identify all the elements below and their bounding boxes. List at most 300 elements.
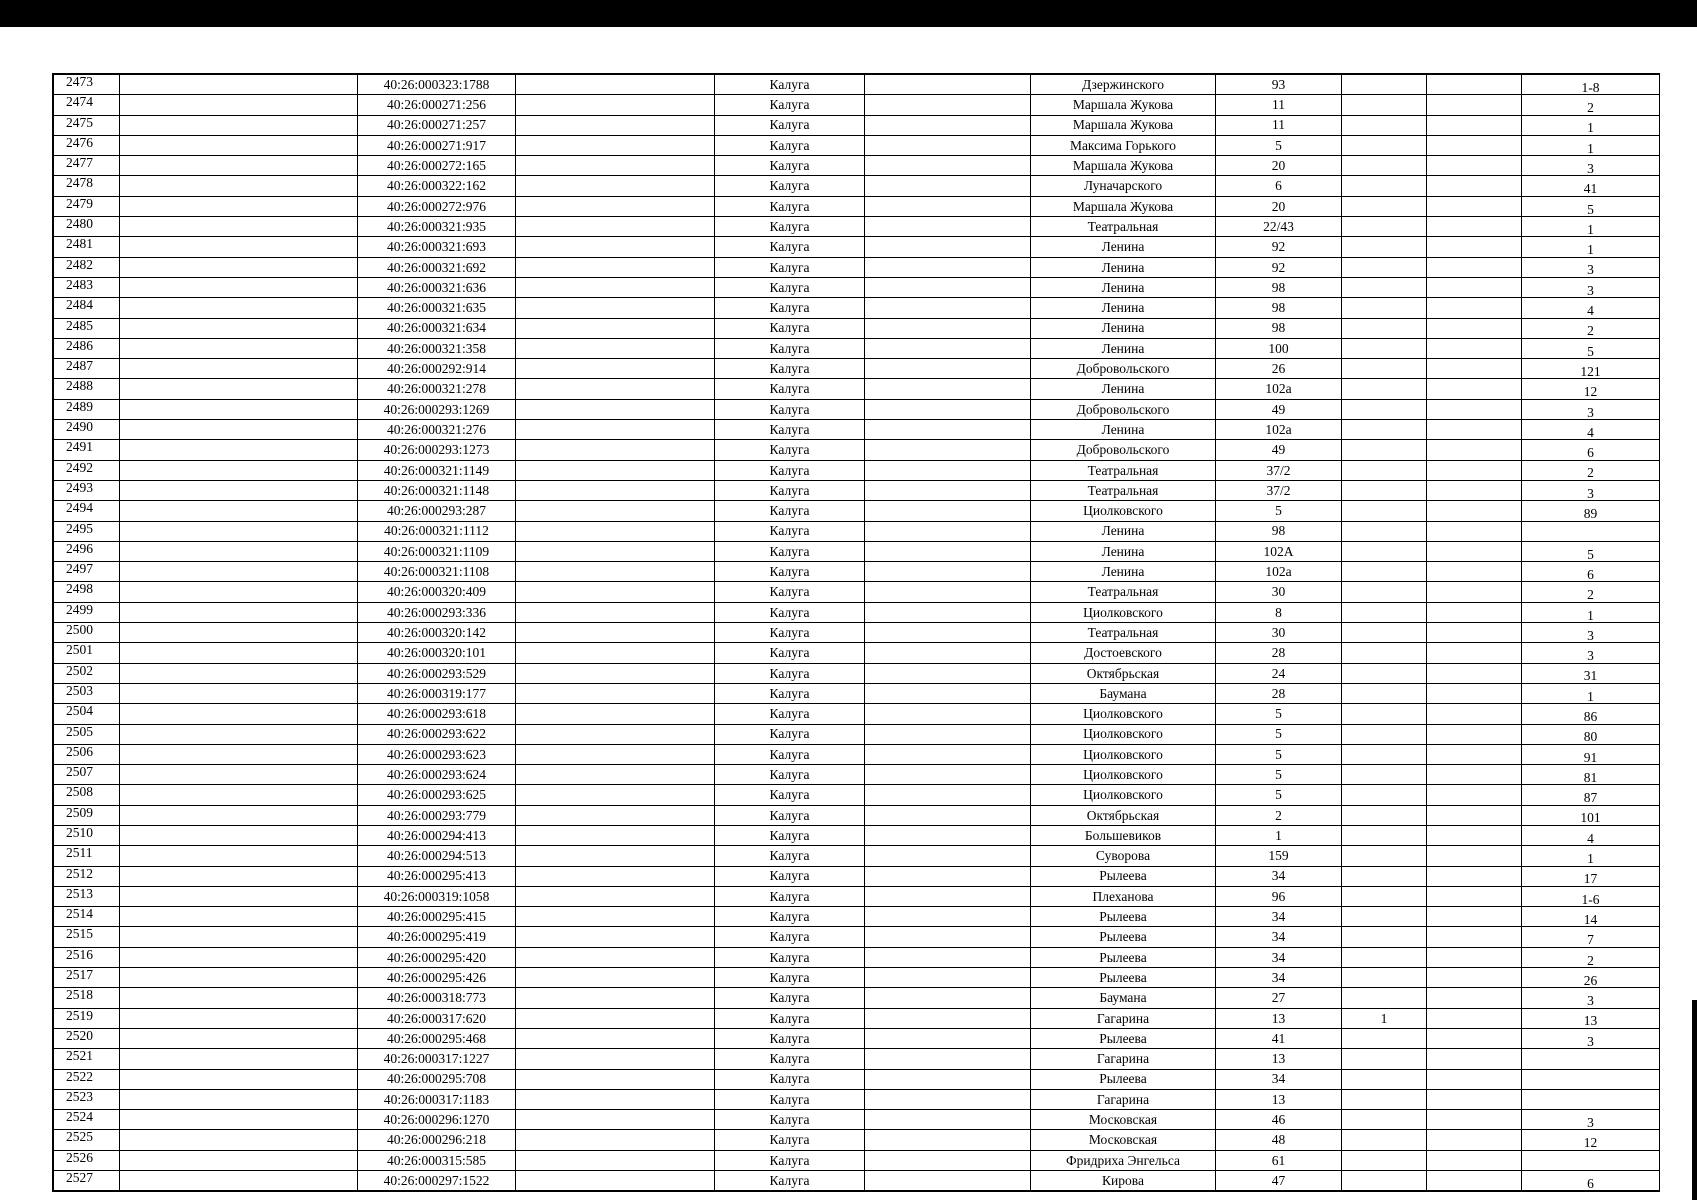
- empty-cell: [865, 602, 1031, 622]
- empty-cell: [865, 521, 1031, 541]
- empty-cell: [120, 277, 358, 297]
- apartment-cell: 6: [1522, 440, 1660, 460]
- building-cell: [1342, 765, 1427, 785]
- empty-cell: [516, 724, 715, 744]
- row-number-cell: 2510: [54, 825, 120, 845]
- empty-cell: [865, 582, 1031, 602]
- house-number-cell: 20: [1216, 156, 1342, 176]
- building-cell: [1342, 420, 1427, 440]
- building-cell: [1342, 298, 1427, 318]
- city-cell: Калуга: [715, 1049, 865, 1069]
- city-cell: Калуга: [715, 156, 865, 176]
- table-row: [54, 1110, 1660, 1130]
- table-row: [54, 95, 1660, 115]
- empty-cell: [865, 115, 1031, 135]
- house-number-cell: 5: [1216, 765, 1342, 785]
- apartment-cell: 3: [1522, 156, 1660, 176]
- building-cell: [1342, 582, 1427, 602]
- table-row: [54, 988, 1660, 1008]
- house-number-cell: 93: [1216, 75, 1342, 95]
- empty-cell: [516, 217, 715, 237]
- house-number-cell: 41: [1216, 1028, 1342, 1048]
- empty-cell: [120, 1008, 358, 1028]
- empty-cell: [120, 460, 358, 480]
- empty-cell: [120, 196, 358, 216]
- table-row: [54, 1130, 1660, 1150]
- cadastral-number-cell: 40:26:000320:101: [358, 643, 516, 663]
- table-row: [54, 1049, 1660, 1069]
- house-number-cell: 47: [1216, 1171, 1342, 1191]
- house-number-cell: 28: [1216, 683, 1342, 703]
- apartment-cell: 3: [1522, 988, 1660, 1008]
- table-row: [54, 460, 1660, 480]
- apartment-cell: 1-8: [1522, 75, 1660, 95]
- table-row: [54, 75, 1660, 95]
- cadastral-number-cell: 40:26:000317:1227: [358, 1049, 516, 1069]
- building-cell: [1342, 704, 1427, 724]
- table-row: [54, 886, 1660, 906]
- cadastral-number-cell: 40:26:000323:1788: [358, 75, 516, 95]
- extra-cell: [1427, 420, 1522, 440]
- building-cell: [1342, 785, 1427, 805]
- empty-cell: [120, 95, 358, 115]
- street-cell: Московская: [1031, 1110, 1216, 1130]
- cadastral-number-cell: 40:26:000293:623: [358, 744, 516, 764]
- cadastral-number-cell: 40:26:000295:413: [358, 866, 516, 886]
- house-number-cell: 6: [1216, 176, 1342, 196]
- empty-cell: [120, 968, 358, 988]
- apartment-cell: 6: [1522, 562, 1660, 582]
- empty-cell: [120, 480, 358, 500]
- house-number-cell: 37/2: [1216, 480, 1342, 500]
- empty-cell: [865, 724, 1031, 744]
- city-cell: Калуга: [715, 623, 865, 643]
- cadastral-number-cell: 40:26:000319:1058: [358, 886, 516, 906]
- apartment-cell: 3: [1522, 277, 1660, 297]
- row-number-cell: 2499: [54, 602, 120, 622]
- table-row: [54, 501, 1660, 521]
- table-row: [54, 521, 1660, 541]
- row-number-cell: 2511: [54, 846, 120, 866]
- house-number-cell: 34: [1216, 927, 1342, 947]
- property-register-table: [53, 74, 1660, 1191]
- city-cell: Калуга: [715, 541, 865, 561]
- row-number-cell: 2527: [54, 1171, 120, 1191]
- building-cell: [1342, 643, 1427, 663]
- cadastral-number-cell: 40:26:000319:177: [358, 683, 516, 703]
- city-cell: Калуга: [715, 460, 865, 480]
- extra-cell: [1427, 501, 1522, 521]
- street-cell: Циолковского: [1031, 744, 1216, 764]
- empty-cell: [865, 277, 1031, 297]
- table-row: [54, 927, 1660, 947]
- extra-cell: [1427, 399, 1522, 419]
- empty-cell: [120, 805, 358, 825]
- empty-cell: [120, 1171, 358, 1191]
- street-cell: Циолковского: [1031, 704, 1216, 724]
- apartment-cell: 1: [1522, 602, 1660, 622]
- apartment-cell: 3: [1522, 399, 1660, 419]
- row-number-cell: 2524: [54, 1110, 120, 1130]
- empty-cell: [120, 1049, 358, 1069]
- city-cell: Калуга: [715, 196, 865, 216]
- apartment-cell: 4: [1522, 298, 1660, 318]
- empty-cell: [120, 379, 358, 399]
- table-row: [54, 277, 1660, 297]
- empty-cell: [865, 683, 1031, 703]
- apartment-cell: 5: [1522, 541, 1660, 561]
- empty-cell: [865, 1008, 1031, 1028]
- empty-cell: [865, 440, 1031, 460]
- empty-cell: [516, 582, 715, 602]
- house-number-cell: 20: [1216, 196, 1342, 216]
- empty-cell: [516, 866, 715, 886]
- extra-cell: [1427, 643, 1522, 663]
- empty-cell: [516, 1150, 715, 1170]
- empty-cell: [516, 947, 715, 967]
- city-cell: Калуга: [715, 643, 865, 663]
- empty-cell: [516, 1130, 715, 1150]
- extra-cell: [1427, 379, 1522, 399]
- cadastral-number-cell: 40:26:000293:622: [358, 724, 516, 744]
- apartment-cell: 12: [1522, 379, 1660, 399]
- building-cell: [1342, 1150, 1427, 1170]
- building-cell: [1342, 359, 1427, 379]
- row-number-cell: 2504: [54, 704, 120, 724]
- empty-cell: [120, 825, 358, 845]
- city-cell: Калуга: [715, 724, 865, 744]
- empty-cell: [120, 724, 358, 744]
- empty-cell: [865, 1150, 1031, 1170]
- street-cell: Циолковского: [1031, 785, 1216, 805]
- extra-cell: [1427, 115, 1522, 135]
- empty-cell: [865, 399, 1031, 419]
- cadastral-number-cell: 40:26:000293:624: [358, 765, 516, 785]
- building-cell: [1342, 237, 1427, 257]
- street-cell: Циолковского: [1031, 501, 1216, 521]
- empty-cell: [120, 1028, 358, 1048]
- extra-cell: [1427, 460, 1522, 480]
- empty-cell: [865, 338, 1031, 358]
- city-cell: Калуга: [715, 399, 865, 419]
- house-number-cell: 13: [1216, 1089, 1342, 1109]
- empty-cell: [516, 785, 715, 805]
- row-number-cell: 2480: [54, 217, 120, 237]
- table-row: [54, 440, 1660, 460]
- cadastral-number-cell: 40:26:000296:218: [358, 1130, 516, 1150]
- street-cell: Ленина: [1031, 420, 1216, 440]
- house-number-cell: 100: [1216, 338, 1342, 358]
- house-number-cell: 26: [1216, 359, 1342, 379]
- scan-top-edge: [0, 0, 1697, 27]
- row-number-cell: 2477: [54, 156, 120, 176]
- extra-cell: [1427, 988, 1522, 1008]
- row-number-cell: 2514: [54, 907, 120, 927]
- house-number-cell: 13: [1216, 1049, 1342, 1069]
- city-cell: Калуга: [715, 115, 865, 135]
- building-cell: [1342, 988, 1427, 1008]
- city-cell: Калуга: [715, 75, 865, 95]
- empty-cell: [865, 541, 1031, 561]
- city-cell: Калуга: [715, 866, 865, 886]
- building-cell: [1342, 886, 1427, 906]
- street-cell: Маршала Жукова: [1031, 196, 1216, 216]
- street-cell: Добровольского: [1031, 399, 1216, 419]
- extra-cell: [1427, 1171, 1522, 1191]
- extra-cell: [1427, 541, 1522, 561]
- row-number-cell: 2476: [54, 135, 120, 155]
- row-number-cell: 2505: [54, 724, 120, 744]
- empty-cell: [120, 704, 358, 724]
- row-number-cell: 2475: [54, 115, 120, 135]
- city-cell: Калуга: [715, 1089, 865, 1109]
- empty-cell: [865, 825, 1031, 845]
- table-row: [54, 196, 1660, 216]
- table-row: [54, 156, 1660, 176]
- extra-cell: [1427, 1049, 1522, 1069]
- empty-cell: [120, 75, 358, 95]
- apartment-cell: 41: [1522, 176, 1660, 196]
- empty-cell: [516, 521, 715, 541]
- empty-cell: [516, 927, 715, 947]
- cadastral-number-cell: 40:26:000317:1183: [358, 1089, 516, 1109]
- cadastral-number-cell: 40:26:000321:1112: [358, 521, 516, 541]
- apartment-cell: 3: [1522, 480, 1660, 500]
- empty-cell: [865, 988, 1031, 1008]
- cadastral-number-cell: 40:26:000321:635: [358, 298, 516, 318]
- city-cell: Калуга: [715, 1069, 865, 1089]
- extra-cell: [1427, 582, 1522, 602]
- table-row: [54, 338, 1660, 358]
- street-cell: Рылеева: [1031, 907, 1216, 927]
- apartment-cell: [1522, 1089, 1660, 1109]
- city-cell: Калуга: [715, 927, 865, 947]
- city-cell: Калуга: [715, 237, 865, 257]
- extra-cell: [1427, 765, 1522, 785]
- table-row: [54, 135, 1660, 155]
- table-row: [54, 623, 1660, 643]
- empty-cell: [865, 460, 1031, 480]
- row-number-cell: 2501: [54, 643, 120, 663]
- table-row: [54, 846, 1660, 866]
- extra-cell: [1427, 968, 1522, 988]
- empty-cell: [516, 886, 715, 906]
- apartment-cell: 1: [1522, 683, 1660, 703]
- extra-cell: [1427, 1110, 1522, 1130]
- apartment-cell: 2: [1522, 460, 1660, 480]
- extra-cell: [1427, 1089, 1522, 1109]
- empty-cell: [120, 683, 358, 703]
- table-row: [54, 1028, 1660, 1048]
- empty-cell: [120, 1089, 358, 1109]
- empty-cell: [516, 196, 715, 216]
- register-table-sheet: [52, 73, 1660, 1192]
- street-cell: Рылеева: [1031, 866, 1216, 886]
- building-cell: [1342, 724, 1427, 744]
- apartment-cell: 2: [1522, 318, 1660, 338]
- extra-cell: [1427, 785, 1522, 805]
- building-cell: [1342, 1130, 1427, 1150]
- apartment-cell: [1522, 1069, 1660, 1089]
- apartment-cell: [1522, 521, 1660, 541]
- extra-cell: [1427, 1008, 1522, 1028]
- city-cell: Калуга: [715, 886, 865, 906]
- house-number-cell: 98: [1216, 277, 1342, 297]
- street-cell: Театральная: [1031, 217, 1216, 237]
- empty-cell: [120, 541, 358, 561]
- empty-cell: [865, 562, 1031, 582]
- building-cell: [1342, 379, 1427, 399]
- cadastral-number-cell: 40:26:000293:1269: [358, 399, 516, 419]
- empty-cell: [516, 683, 715, 703]
- empty-cell: [120, 866, 358, 886]
- empty-cell: [120, 846, 358, 866]
- row-number-cell: 2520: [54, 1028, 120, 1048]
- empty-cell: [120, 115, 358, 135]
- empty-cell: [516, 1008, 715, 1028]
- extra-cell: [1427, 704, 1522, 724]
- cadastral-number-cell: 40:26:000318:773: [358, 988, 516, 1008]
- row-number-cell: 2478: [54, 176, 120, 196]
- empty-cell: [516, 704, 715, 724]
- city-cell: Калуга: [715, 277, 865, 297]
- apartment-cell: 87: [1522, 785, 1660, 805]
- house-number-cell: 159: [1216, 846, 1342, 866]
- apartment-cell: 89: [1522, 501, 1660, 521]
- city-cell: Калуга: [715, 744, 865, 764]
- city-cell: Калуга: [715, 704, 865, 724]
- building-cell: [1342, 95, 1427, 115]
- empty-cell: [120, 338, 358, 358]
- empty-cell: [865, 907, 1031, 927]
- apartment-cell: 12: [1522, 1130, 1660, 1150]
- empty-cell: [865, 217, 1031, 237]
- empty-cell: [516, 237, 715, 257]
- apartment-cell: 1-6: [1522, 886, 1660, 906]
- empty-cell: [120, 562, 358, 582]
- house-number-cell: 5: [1216, 744, 1342, 764]
- row-number-cell: 2512: [54, 866, 120, 886]
- street-cell: Баумана: [1031, 683, 1216, 703]
- scan-right-edge: [1692, 1000, 1697, 1200]
- city-cell: Калуга: [715, 582, 865, 602]
- table-row: [54, 480, 1660, 500]
- extra-cell: [1427, 805, 1522, 825]
- house-number-cell: 5: [1216, 704, 1342, 724]
- row-number-cell: 2525: [54, 1130, 120, 1150]
- street-cell: Гагарина: [1031, 1089, 1216, 1109]
- row-number-cell: 2506: [54, 744, 120, 764]
- building-cell: 1: [1342, 1008, 1427, 1028]
- cadastral-number-cell: 40:26:000295:468: [358, 1028, 516, 1048]
- house-number-cell: 102А: [1216, 541, 1342, 561]
- cadastral-number-cell: 40:26:000272:165: [358, 156, 516, 176]
- cadastral-number-cell: 40:26:000320:142: [358, 623, 516, 643]
- empty-cell: [865, 359, 1031, 379]
- empty-cell: [120, 521, 358, 541]
- house-number-cell: 22/43: [1216, 217, 1342, 237]
- apartment-cell: 1: [1522, 217, 1660, 237]
- empty-cell: [516, 440, 715, 460]
- empty-cell: [865, 1089, 1031, 1109]
- apartment-cell: [1522, 1049, 1660, 1069]
- house-number-cell: 98: [1216, 521, 1342, 541]
- empty-cell: [865, 866, 1031, 886]
- empty-cell: [516, 907, 715, 927]
- house-number-cell: 28: [1216, 643, 1342, 663]
- table-body: [54, 75, 1660, 1191]
- cadastral-number-cell: 40:26:000271:257: [358, 115, 516, 135]
- empty-cell: [120, 988, 358, 1008]
- city-cell: Калуга: [715, 217, 865, 237]
- empty-cell: [120, 663, 358, 683]
- row-number-cell: 2474: [54, 95, 120, 115]
- house-number-cell: 5: [1216, 135, 1342, 155]
- empty-cell: [120, 1110, 358, 1130]
- cadastral-number-cell: 40:26:000317:620: [358, 1008, 516, 1028]
- apartment-cell: 2: [1522, 947, 1660, 967]
- house-number-cell: 34: [1216, 947, 1342, 967]
- building-cell: [1342, 75, 1427, 95]
- house-number-cell: 34: [1216, 968, 1342, 988]
- table-row: [54, 968, 1660, 988]
- apartment-cell: [1522, 1150, 1660, 1170]
- city-cell: Калуга: [715, 480, 865, 500]
- building-cell: [1342, 541, 1427, 561]
- extra-cell: [1427, 562, 1522, 582]
- house-number-cell: 98: [1216, 298, 1342, 318]
- extra-cell: [1427, 480, 1522, 500]
- row-number-cell: 2484: [54, 298, 120, 318]
- row-number-cell: 2496: [54, 541, 120, 561]
- empty-cell: [516, 765, 715, 785]
- city-cell: Калуга: [715, 683, 865, 703]
- empty-cell: [120, 886, 358, 906]
- cadastral-number-cell: 40:26:000321:278: [358, 379, 516, 399]
- apartment-cell: 3: [1522, 643, 1660, 663]
- city-cell: Калуга: [715, 1130, 865, 1150]
- table-row: [54, 947, 1660, 967]
- extra-cell: [1427, 257, 1522, 277]
- street-cell: Маршала Жукова: [1031, 95, 1216, 115]
- city-cell: Калуга: [715, 298, 865, 318]
- table-row: [54, 663, 1660, 683]
- street-cell: Фридриха Энгельса: [1031, 1150, 1216, 1170]
- building-cell: [1342, 135, 1427, 155]
- table-row: [54, 683, 1660, 703]
- extra-cell: [1427, 1150, 1522, 1170]
- street-cell: Маршала Жукова: [1031, 115, 1216, 135]
- building-cell: [1342, 683, 1427, 703]
- street-cell: Кирова: [1031, 1171, 1216, 1191]
- cadastral-number-cell: 40:26:000293:618: [358, 704, 516, 724]
- cadastral-number-cell: 40:26:000321:634: [358, 318, 516, 338]
- building-cell: [1342, 440, 1427, 460]
- building-cell: [1342, 562, 1427, 582]
- building-cell: [1342, 866, 1427, 886]
- empty-cell: [865, 765, 1031, 785]
- empty-cell: [120, 217, 358, 237]
- row-number-cell: 2486: [54, 338, 120, 358]
- row-number-cell: 2515: [54, 927, 120, 947]
- extra-cell: [1427, 927, 1522, 947]
- street-cell: Циолковского: [1031, 765, 1216, 785]
- empty-cell: [516, 420, 715, 440]
- city-cell: Калуга: [715, 1171, 865, 1191]
- apartment-cell: 14: [1522, 907, 1660, 927]
- street-cell: Октябрьская: [1031, 663, 1216, 683]
- extra-cell: [1427, 663, 1522, 683]
